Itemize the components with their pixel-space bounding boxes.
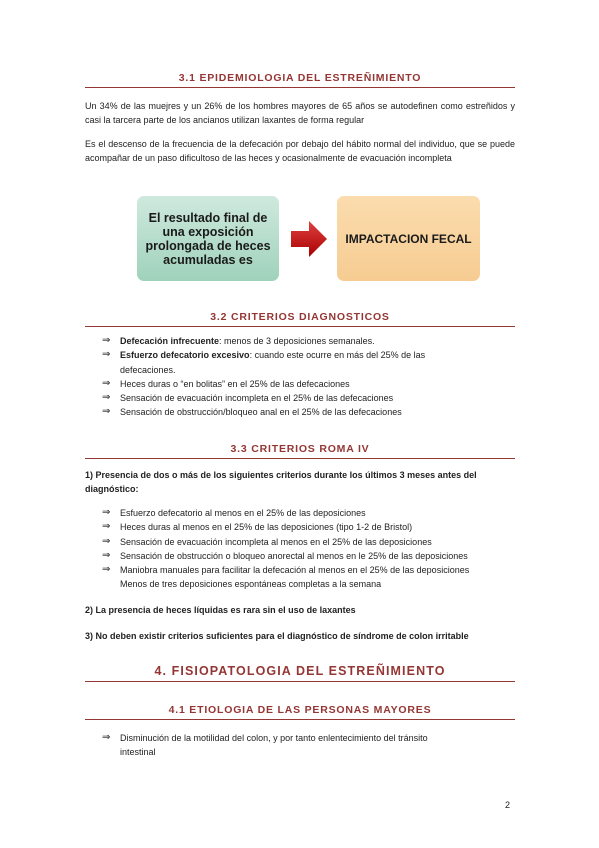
section-heading-3-3: 3.3 CRITERIOS ROMA IV — [85, 443, 515, 459]
roma-point-2: 2) La presencia de heces líquidas es rara sin el uso de laxantes — [85, 605, 356, 615]
list-item: ⇒ Maniobra manuales para facilitar la defecación al menos en el 25% de las deposiciones — [102, 563, 517, 577]
section-heading-3-2: 3.2 CRITERIOS DIAGNOSTICOS — [85, 311, 515, 327]
list-item: ⇒ Sensación de evacuación incompleta al menos en el 25% de las deposiciones — [102, 535, 517, 549]
section-heading-4: 4. FISIOPATOLOGIA DEL ESTREÑIMIENTO — [85, 664, 515, 682]
diagnostic-criteria-list — [102, 334, 517, 420]
list-item: ⇒ Disminución de la motilidad del colon, y por tanto enlentecimiento del tránsito — [102, 731, 517, 745]
list-item: ⇒ Sensación de obstrucción/bloqueo anal en el 25% de las defecaciones — [102, 405, 517, 419]
arrow-bullet-icon: ⇒ — [102, 349, 111, 361]
list-item: ⇒ Heces duras o “en bolitas” en el 25% de las defecaciones — [102, 377, 517, 391]
right-arrow-icon — [291, 221, 327, 257]
list-item: ⇒ Heces duras al menos en el 25% de las deposiciones (tipo 1-2 de Bristol) — [102, 520, 517, 534]
arrow-bullet-icon: ⇒ — [102, 564, 111, 576]
diagram-left-box — [137, 196, 279, 281]
list-item: ⇒ Defecación infrecuente: menos de 3 deposiciones semanales. — [102, 334, 517, 348]
arrow-bullet-icon: ⇒ — [102, 549, 111, 561]
roma-criteria-list — [102, 506, 517, 592]
list-item: ⇒ Esfuerzo defecatorio excesivo: cuando este ocurre en más del 25% de las — [102, 348, 517, 362]
list-item: ⇒ Sensación de obstrucción o bloqueo anorectal al menos en le 25% de las deposiciones — [102, 549, 517, 563]
arrow-bullet-icon: ⇒ — [102, 732, 111, 743]
diagram-right-box — [337, 196, 480, 281]
arrow-bullet-icon: ⇒ — [102, 535, 111, 547]
roma-point-1: 1) Presencia de dos o más de los siguientes criterios durante los últimos 3 meses antes del diagnóstico: — [85, 470, 477, 494]
page-number: 2 — [505, 800, 511, 810]
arrow-bullet-icon: ⇒ — [102, 507, 111, 518]
paragraph-definition: Es el descenso de la frecuencia de la defecación por debajo del hábito normal del individuo, que se puede acompañar de un paso dificultoso de las heces y ocasionalmente de evacuación incompleta — [85, 139, 515, 163]
etiology-list — [102, 731, 517, 760]
section-heading-4-1: 4.1 ETIOLOGIA DE LAS PERSONAS MAYORES — [85, 704, 515, 720]
list-item-continuation: Menos de tres deposiciones espontáneas completas a la semana — [120, 579, 382, 590]
list-item-continuation: intestinal — [120, 747, 156, 758]
arrow-bullet-icon: ⇒ — [102, 521, 111, 533]
arrow-bullet-icon: ⇒ — [102, 377, 111, 389]
arrow-bullet-icon: ⇒ — [102, 335, 111, 346]
list-item-continuation: defecaciones. — [120, 364, 176, 375]
list-item: ⇒ Sensación de evacuación incompleta en el 25% de las defecaciones — [102, 391, 517, 405]
list-item: ⇒ Esfuerzo defecatorio al menos en el 25% de las deposiciones — [102, 506, 517, 520]
diagram-right-text: IMPACTACION FECAL — [345, 231, 472, 246]
paragraph-epidemiology: Un 34% de las muejres y un 26% de los hombres mayores de 65 años se autodefinen como estreñidos y casi la tarcera parte de los ancianos utilizan laxantes de forma regular — [85, 101, 515, 125]
diagram-left-text: El resultado final de una exposición prolongada de heces acumuladas es — [145, 210, 271, 267]
arrow-bullet-icon: ⇒ — [102, 392, 111, 404]
section-heading-3-1: 3.1 EPIDEMIOLOGIA DEL ESTREÑIMIENTO — [85, 72, 515, 88]
arrow-bullet-icon: ⇒ — [102, 406, 111, 418]
roma-point-3: 3) No deben existir criterios suficientes para el diagnóstico de síndrome de colon irritable — [85, 631, 469, 641]
